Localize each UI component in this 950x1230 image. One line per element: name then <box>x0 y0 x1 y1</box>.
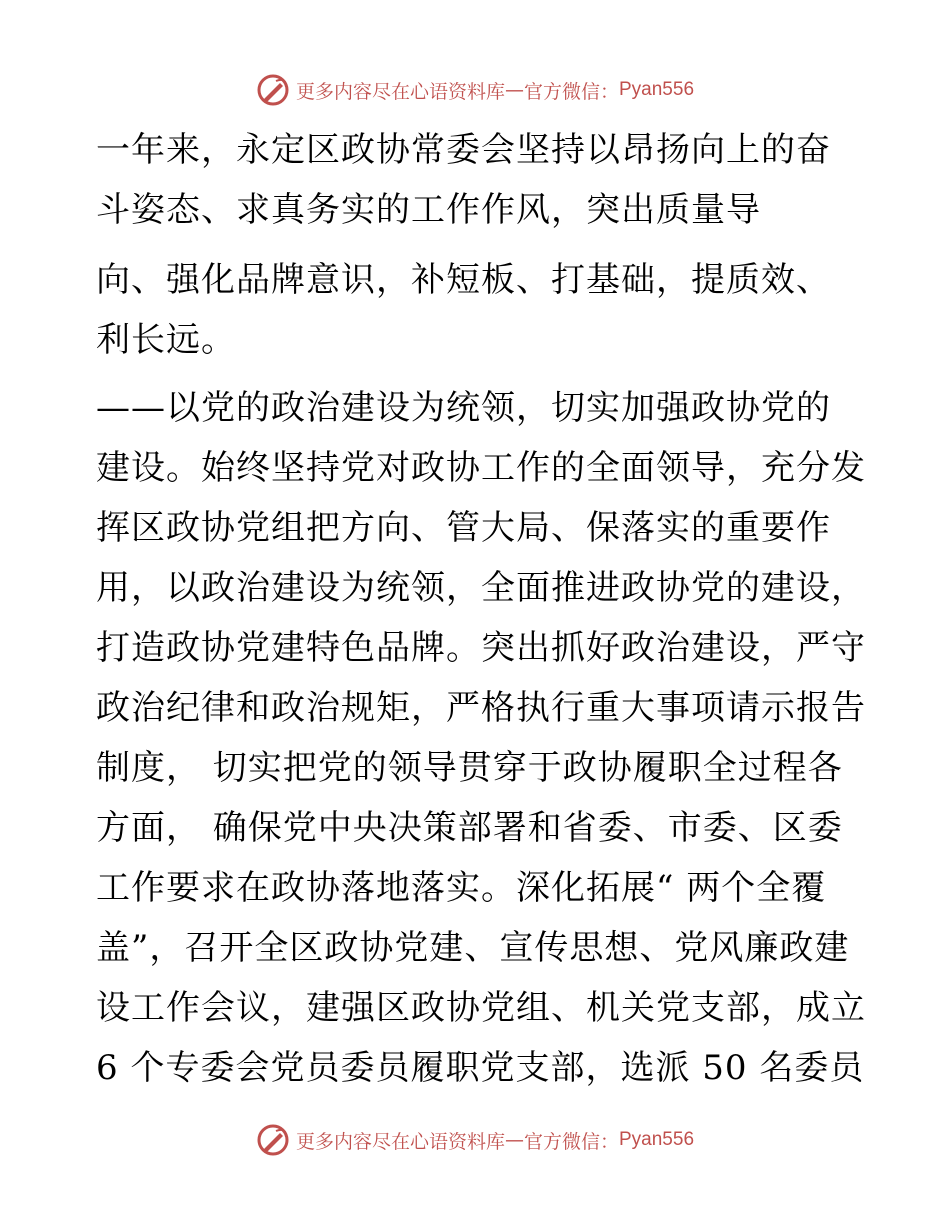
paragraph-2 <box>96 250 856 370</box>
text-line: 政治纪律和政治规矩，严格执行重大事项请示报告 <box>96 688 866 728</box>
watermark-separator: — <box>504 1129 524 1151</box>
text-line: ——以党的政治建设为统领，切实加强政协党的 <box>96 388 831 428</box>
text-line: 利长远。 <box>96 320 236 360</box>
watermark-wechat-label: 官方微信： <box>523 80 619 103</box>
text-line: 用，以政治建设为统领，全面推进政协党的建设， <box>96 568 866 608</box>
text-line: 建设。始终坚持党对政协工作的全面领导，充分发 <box>96 448 866 488</box>
watermark-main-text: 更多内容尽在心语资料库 <box>295 1130 505 1153</box>
text-line: 斗姿态、求真务实的工作作风，突出质量导 <box>96 190 761 230</box>
paragraph-1 <box>96 120 856 240</box>
watermark-separator: — <box>504 79 524 101</box>
paragraph-3 <box>96 378 866 1098</box>
watermark-wechat-label: 官方微信： <box>523 1130 619 1153</box>
text-line: 一年来，永定区政协常委会坚持以昂扬向上的奋 <box>96 130 831 170</box>
text-line: 挥区政协党组把方向、管大局、保落实的重要作 <box>96 508 831 548</box>
header-watermark <box>0 70 950 110</box>
quill-logo-icon <box>256 73 290 107</box>
footer-watermark <box>0 1120 950 1160</box>
watermark-main-text: 更多内容尽在心语资料库 <box>295 80 505 103</box>
watermark-handle: Pyan556 <box>619 79 695 100</box>
text-line: 向、强化品牌意识，补短板、打基础，提质效、 <box>96 260 831 300</box>
text-line: 设工作会议，建强区政协党组、机关党支部，成立 <box>96 988 866 1028</box>
text-line: 制度， 切实把党的领导贯穿于政协履职全过程各 <box>96 748 843 788</box>
text-line: 工作要求在政协落地落实。深化拓展“ 两个全覆 <box>96 868 827 908</box>
text-line: 6 个专委会党员委员履职党支部，选派 50 名委员 <box>96 1048 865 1088</box>
text-line: 盖”，召开全区政协党建、宣传思想、党风廉政建 <box>96 928 850 968</box>
text-line: 方面， 确保党中央决策部署和省委、市委、区委 <box>96 808 843 848</box>
quill-logo-icon <box>256 1123 290 1157</box>
text-line: 打造政协党建特色品牌。突出抓好政治建设，严守 <box>96 628 866 668</box>
watermark-handle: Pyan556 <box>619 1129 695 1150</box>
